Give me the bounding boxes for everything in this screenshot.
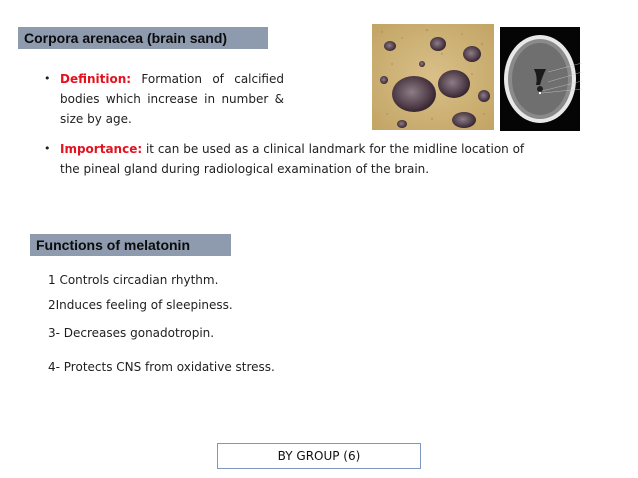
function-item: 2Induces feeling of sleepiness.: [48, 298, 233, 312]
importance-bullet: [44, 139, 540, 179]
section-title-corpora-arenacea: Corpora arenacea (brain sand): [18, 27, 268, 49]
importance-label: Importance:: [60, 142, 143, 156]
micrograph-svg: [372, 24, 494, 130]
ct-svg: [500, 27, 592, 131]
definition-text: Formation of calcified bodies which increase in number & size by age.: [60, 72, 284, 126]
function-item: 1 Controls circadian rhythm.: [48, 273, 219, 287]
bullet-dot: •: [44, 72, 51, 85]
section-title-functions-of-melatonin: Functions of melatonin: [30, 234, 231, 256]
group-credit-box: BY GROUP (6): [217, 443, 421, 469]
importance-text: it can be used as a clinical landmark for the midline location of the pineal gland during radiological examination of the brain.: [60, 142, 525, 176]
function-item: 4- Protects CNS from oxidative stress.: [48, 360, 275, 374]
brain-ct-scan-image: [500, 27, 592, 131]
histology-micrograph-image: [372, 24, 494, 130]
definition-label: Definition:: [60, 72, 132, 86]
definition-bullet: [44, 69, 284, 129]
bullet-dot: •: [44, 142, 51, 155]
function-item: 3- Decreases gonadotropin.: [48, 326, 215, 340]
